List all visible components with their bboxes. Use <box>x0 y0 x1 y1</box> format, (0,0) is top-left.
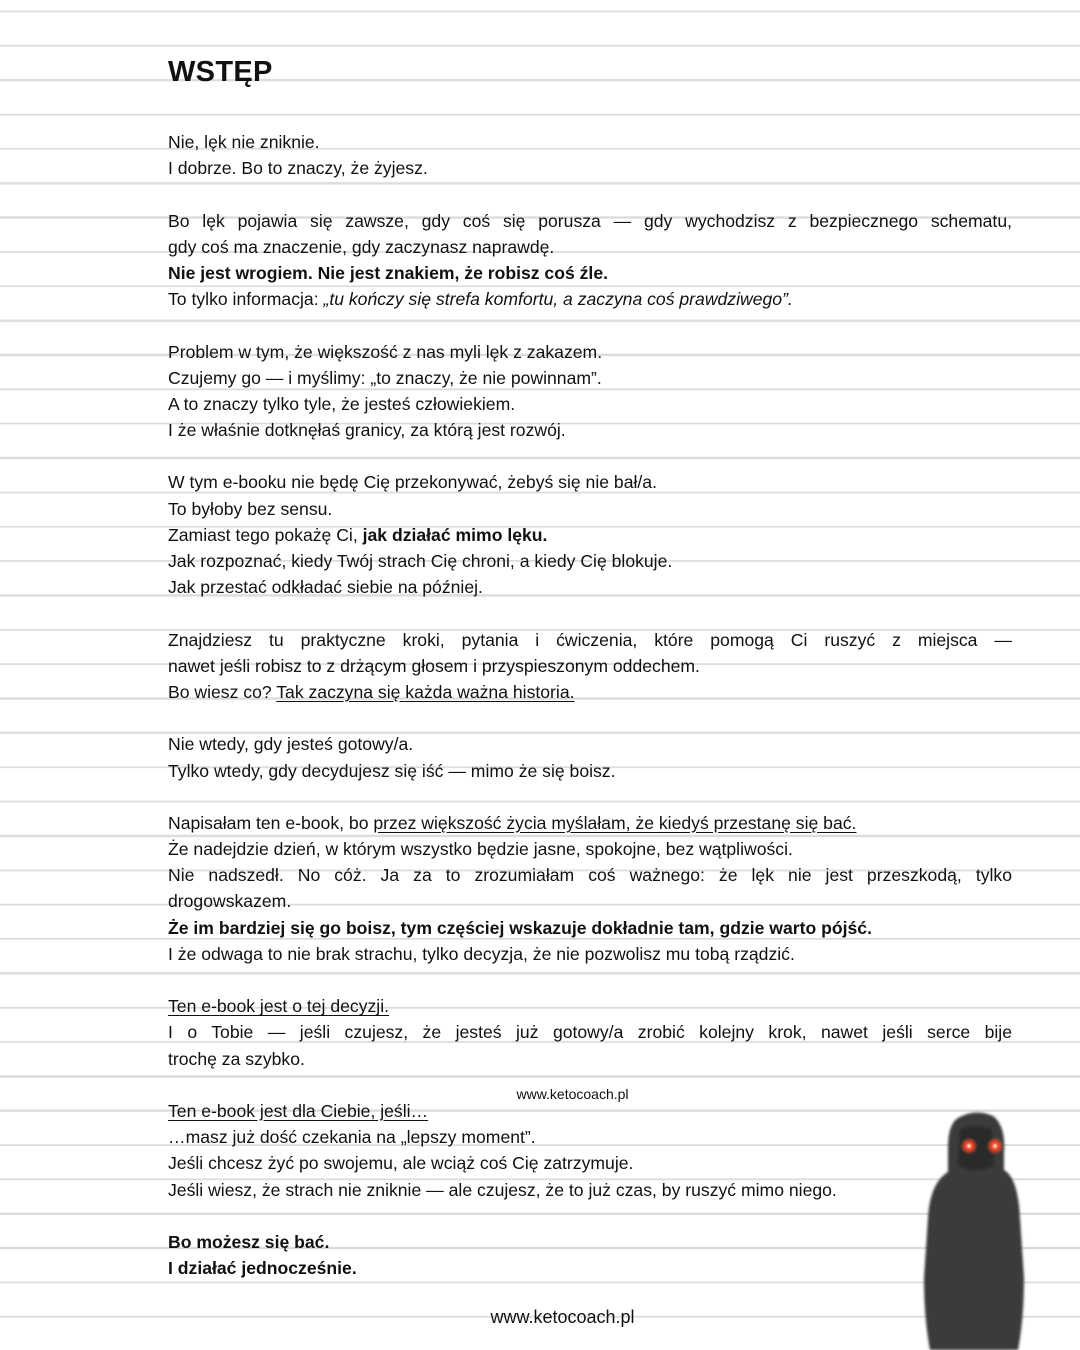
bold-text: I działać jednocześnie. <box>168 1258 357 1279</box>
intro-text <box>168 129 1012 1281</box>
text-segment: Jeśli chcesz żyć po swojemu, ale wciąż coś Cię zatrzymuje. <box>168 1153 634 1174</box>
text-segment: trochę za szybko. <box>168 1048 305 1069</box>
bold-text: Nie jest wrogiem. Nie jest znakiem, że robisz coś źle. <box>168 262 608 283</box>
blank-line <box>168 705 1012 731</box>
text-segment: A to znaczy tylko tyle, że jesteś człowiekiem. <box>168 393 516 414</box>
bold-text: jak działać mimo lęku. <box>362 524 548 545</box>
text-line <box>168 993 1012 1019</box>
text-segment: Nie, lęk nie zniknie. <box>168 132 320 152</box>
text-segment: Bo wiesz co? <box>168 681 277 702</box>
text-line <box>168 679 1012 705</box>
text-segment: gdy coś ma znaczenie, gdy zaczynasz naprawdę. <box>168 236 555 257</box>
blank-line <box>168 600 1012 626</box>
text-segment: W tym e-booku nie będę Cię przekonywać, żebyś się nie bał/a. <box>168 472 657 493</box>
website-url-footer: www.ketocoach.pl <box>490 1307 635 1327</box>
text-segment: Znajdziesz tu praktyczne kroki, pytania i ćwiczenia, które pomogą Ci ruszyć z miejsca — <box>168 629 1012 650</box>
text-line <box>168 234 1012 260</box>
text-line <box>168 1046 1012 1072</box>
text-line <box>168 1124 1012 1150</box>
text-segment: Bo lęk pojawia się zawsze, gdy coś się porusza — gdy wychodzisz z bezpiecznego schematu, <box>168 210 1012 231</box>
text-segment: Nie wtedy, gdy jesteś gotowy/a. <box>168 734 414 755</box>
text-segment: Problem w tym, że większość z nas myli lęk z zakazem. <box>168 341 603 362</box>
italic-quote: „tu kończy się strefa komfortu, a zaczyna coś prawdziwego”. <box>323 289 793 310</box>
bold-text: Że im bardziej się go boisz, tym częściej wskazuje dokładnie tam, gdzie warto pójść. <box>168 917 872 938</box>
blank-line <box>168 967 1012 993</box>
text-line <box>168 391 1012 417</box>
page-title: WSTĘP <box>168 56 273 88</box>
bold-text: Bo możesz się bać. <box>168 1231 330 1252</box>
text-line <box>168 836 1012 862</box>
text-segment: drogowskazem. <box>168 891 292 912</box>
text-line <box>168 496 1012 522</box>
text-segment: I dobrze. Bo to znaczy, że żyjesz. <box>168 158 428 179</box>
text-segment: Nie nadszedł. No cóż. Ja za to zrozumiałam coś ważnego: że lęk nie jest przeszkodą, tylko <box>168 865 1012 886</box>
hooded-figure-illustration <box>918 1108 1033 1350</box>
blank-line <box>168 181 1012 207</box>
text-line <box>168 810 1012 836</box>
text-line <box>168 915 1012 941</box>
text-line <box>168 888 1012 914</box>
blank-line <box>168 443 1012 469</box>
text-line <box>168 574 1012 600</box>
text-segment: Napisałam ten e-book, bo <box>168 812 374 833</box>
text-segment: Tylko wtedy, gdy decydujesz się iść — mimo że się boisz. <box>168 760 616 781</box>
text-segment: …masz już dość czekania na „lepszy moment”. <box>168 1127 536 1148</box>
text-line <box>168 1255 1012 1281</box>
text-line <box>168 522 1012 548</box>
text-segment: Jak rozpoznać, kiedy Twój strach Cię chroni, a kiedy Cię blokuje. <box>168 551 673 571</box>
text-segment: Jeśli wiesz, że strach nie zniknie — ale czujesz, że to już czas, by ruszyć mimo niego. <box>168 1179 837 1200</box>
underlined-text: Ten e-book jest dla Ciebie, jeśli… <box>168 1100 429 1121</box>
underlined-text: Ten e-book jest o tej decyzji. <box>168 996 390 1017</box>
text-line <box>168 731 1012 757</box>
blank-line <box>168 784 1012 810</box>
text-line <box>168 260 1012 286</box>
text-line <box>168 758 1012 784</box>
text-segment: I że odwaga to nie brak strachu, tylko decyzja, że nie pozwolisz mu tobą rządzić. <box>168 943 795 964</box>
glowing-eye-icon <box>986 1137 1004 1155</box>
text-segment: nawet jeśli robisz to z drżącym głosem i przyspieszonym oddechem. <box>168 655 700 676</box>
underlined-text: Tak zaczyna się każda ważna historia. <box>276 681 575 702</box>
text-line <box>168 653 1012 679</box>
text-segment: I o Tobie — jeśli czujesz, że jesteś już gotowy/a zrobić kolejny krok, nawet jeśli serce bije <box>168 1022 1012 1043</box>
text-line <box>168 286 1012 312</box>
text-segment: I że właśnie dotknęłaś granicy, za którą jest rozwój. <box>168 420 566 441</box>
text-segment: Czujemy go — i myślimy: „to znaczy, że nie powinnam”. <box>168 367 602 388</box>
text-line <box>168 365 1012 391</box>
underlined-text: przez większość życia myślałam, że kiedyś przestanę się bać. <box>373 812 857 833</box>
text-line <box>168 1229 1012 1255</box>
text-segment: Że nadejdzie dzień, w którym wszystko będzie jasne, spokojne, bez wątpliwości. <box>168 839 793 860</box>
text-line <box>168 339 1012 365</box>
glowing-eye-icon <box>960 1137 978 1155</box>
website-url-watermark: www.ketocoach.pl <box>516 1086 629 1102</box>
text-line <box>168 155 1012 181</box>
text-line <box>168 548 1012 574</box>
blank-line <box>168 312 1012 338</box>
text-line <box>168 1177 1012 1203</box>
text-segment: Jak przestać odkładać siebie na później. <box>168 577 483 598</box>
text-line <box>168 1019 1012 1045</box>
text-line <box>168 627 1012 653</box>
text-line <box>168 469 1012 495</box>
text-line <box>168 208 1012 234</box>
text-line <box>168 941 1012 967</box>
text-segment: Zamiast tego pokażę Ci, <box>168 524 363 545</box>
text-line <box>168 417 1012 443</box>
text-line <box>168 1150 1012 1176</box>
text-line <box>168 862 1012 888</box>
text-segment: To byłoby bez sensu. <box>168 498 333 519</box>
blank-line <box>168 1203 1012 1229</box>
text-segment: To tylko informacja: <box>168 289 324 310</box>
text-line <box>168 129 1012 155</box>
